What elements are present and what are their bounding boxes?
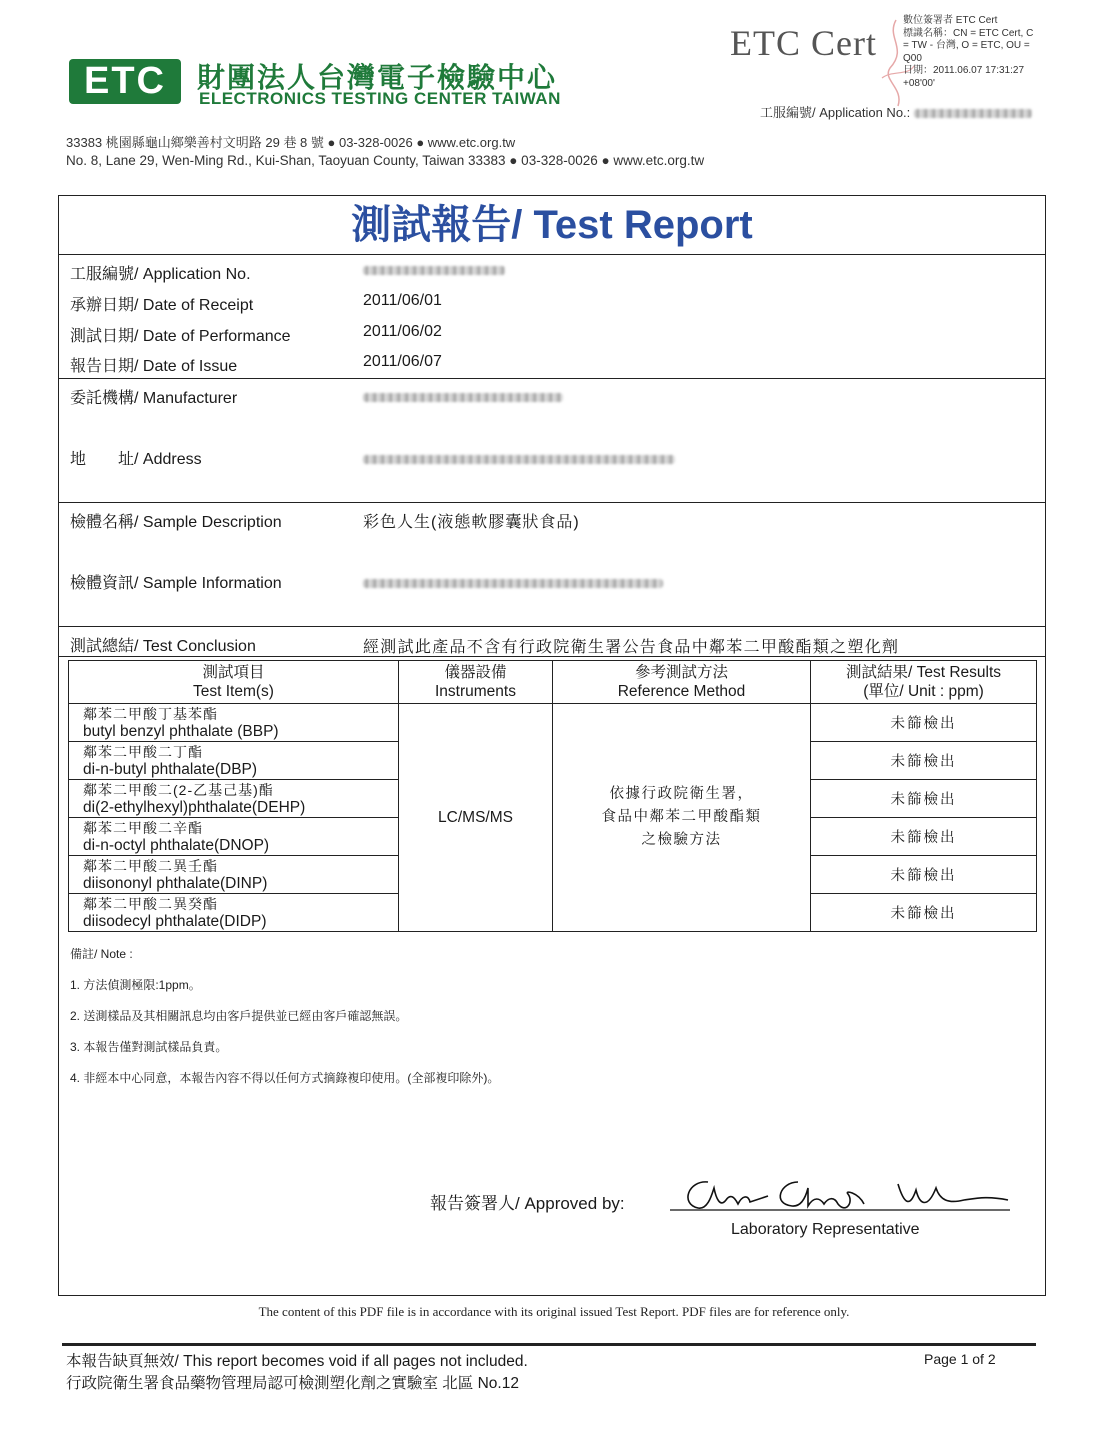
header-cn: 測試結果/ Test Results bbox=[845, 664, 1002, 681]
test-item bbox=[69, 742, 399, 780]
divider bbox=[58, 378, 1046, 379]
org-name-cn: 財團法人台灣電子檢驗中心 bbox=[197, 61, 558, 94]
date-of-issue-label: 報告日期/ Date of Issue bbox=[70, 358, 238, 375]
sample-description-label: 檢體名稱/ Sample Description bbox=[70, 514, 282, 531]
item-cn: 鄰苯二甲酸二異壬酯 bbox=[83, 857, 218, 874]
laboratory-representative: Laboratory Representative bbox=[731, 1221, 920, 1238]
item-en: di(2-ethylhexyl)phthalate(DEHP) bbox=[83, 798, 306, 816]
header-test-items bbox=[69, 661, 399, 704]
header-reference-method bbox=[553, 661, 811, 704]
item-en: di-n-octyl phthalate(DNOP) bbox=[83, 836, 270, 854]
handwritten-signature bbox=[668, 1174, 1013, 1216]
note-item: 4. 非經本中心同意，本報告內容不得以任何方式摘錄複印使用。(全部複印除外)。 bbox=[70, 1071, 500, 1085]
pdf-note: The content of this PDF file is in accordance with its original issued Test Report. PDF files are for reference only. bbox=[258, 1304, 850, 1319]
method-line: 依據行政院衛生署， bbox=[609, 786, 754, 802]
test-item bbox=[69, 780, 399, 818]
void-note: 本報告缺頁無效/ This report becomes void if all pages not included. bbox=[66, 1353, 528, 1370]
address-cn: 33383 桃園縣龜山鄉樂善村文明路 29 巷 8 號 ● 03-328-0026 ● www.etc.org.tw bbox=[66, 135, 516, 150]
result-cell: 未篩檢出 bbox=[811, 856, 1037, 894]
date-of-performance-label: 測試日期/ Date of Performance bbox=[70, 328, 291, 345]
divider bbox=[58, 626, 1046, 627]
test-item bbox=[69, 894, 399, 932]
date-of-performance-value: 2011/06/02 bbox=[363, 323, 442, 340]
test-conclusion-label: 測試總結/ Test Conclusion bbox=[70, 638, 256, 655]
application-no-value bbox=[363, 262, 505, 280]
result-cell: 未篩檢出 bbox=[811, 818, 1037, 856]
signature-line: 標識名稱：CN = ETC Cert, C bbox=[903, 27, 1034, 39]
divider bbox=[58, 656, 1046, 657]
divider bbox=[58, 502, 1046, 503]
instrument-cell: LC/MS/MS bbox=[399, 704, 553, 932]
header-en: Instruments bbox=[435, 683, 516, 700]
date-of-receipt-label: 承辦日期/ Date of Receipt bbox=[70, 297, 254, 314]
item-cn: 鄰苯二甲酸二(2-乙基己基)酯 bbox=[83, 781, 274, 798]
digital-signature-info bbox=[903, 15, 1073, 90]
header-en: Reference Method bbox=[617, 683, 746, 700]
manufacturer-label: 委託機構/ Manufacturer bbox=[70, 390, 238, 407]
report-title: 測試報告/ Test Report bbox=[58, 195, 1046, 255]
header-cn: 參考測試方法 bbox=[634, 664, 728, 681]
address-label: 地 址/ Address bbox=[70, 451, 202, 468]
item-cn: 鄰苯二甲酸二異癸酯 bbox=[83, 895, 218, 912]
header-test-results bbox=[811, 661, 1037, 704]
page-number: Page 1 of 2 bbox=[924, 1351, 996, 1367]
signature-line: = TW - 台灣, O = ETC, OU = bbox=[903, 40, 1030, 51]
item-cn: 鄰苯二甲酸二辛酯 bbox=[83, 819, 203, 836]
date-of-issue-value: 2011/06/07 bbox=[363, 353, 442, 370]
test-results-table bbox=[68, 660, 1037, 932]
application-no-top-label: 工服編號/ Application No.: bbox=[760, 105, 911, 120]
test-item bbox=[69, 704, 399, 742]
note-item: 2. 送測樣品及其相關訊息均由客戶提供並已經由客戶確認無誤。 bbox=[70, 1009, 408, 1023]
header-instruments bbox=[399, 661, 553, 704]
manufacturer-value bbox=[363, 389, 563, 407]
table-header-row bbox=[69, 661, 1037, 704]
lab-accreditation: 行政院衛生署食品藥物管理局認可檢測塑化劑之實驗室 北區 No.12 bbox=[66, 1375, 519, 1392]
result-cell: 未篩檢出 bbox=[811, 894, 1037, 932]
header-cn: 儀器設備 bbox=[444, 664, 507, 681]
sample-description-value: 彩色人生(液態軟膠囊狀食品) bbox=[363, 514, 580, 531]
note-item: 1. 方法偵測極限:1ppm。 bbox=[70, 978, 201, 992]
org-name-en: ELECTRONICS TESTING CENTER TAIWAN bbox=[199, 89, 561, 108]
header-cn: 測試項目 bbox=[202, 664, 265, 681]
notes-title: 備註/ Note : bbox=[70, 947, 133, 961]
footer-divider bbox=[62, 1343, 1036, 1346]
signature-line: 日期：2011.06.07 17:31:27 bbox=[903, 65, 1025, 76]
address-en: No. 8, Lane 29, Wen-Ming Rd., Kui-Shan, Taoyuan County, Taiwan 33383 ● 03-328-0026 ● www.etc.org.tw bbox=[66, 153, 705, 168]
test-conclusion-value: 經測試此產品不含有行政院衛生署公告食品中鄰苯二甲酸酯類之塑化劑 bbox=[363, 639, 900, 656]
item-en: butyl benzyl phthalate (BBP) bbox=[83, 722, 279, 740]
header-en: Test Item(s) bbox=[193, 683, 274, 700]
redacted-value bbox=[914, 109, 1032, 118]
test-item bbox=[69, 818, 399, 856]
signature-line: Q00 bbox=[903, 52, 922, 64]
result-cell: 未篩檢出 bbox=[811, 780, 1037, 818]
etc-cert-title: ETC Cert bbox=[730, 23, 877, 63]
sample-information-label: 檢體資訊/ Sample Information bbox=[70, 575, 282, 592]
method-cell bbox=[553, 704, 811, 932]
method-line: 之檢驗方法 bbox=[641, 832, 722, 848]
note-item: 3. 本報告僅對測試樣品負責。 bbox=[70, 1040, 228, 1054]
application-no-label: 工服編號/ Application No. bbox=[70, 266, 251, 283]
signature-line: 數位簽署者 ETC Cert bbox=[903, 15, 998, 26]
item-cn: 鄰苯二甲酸丁基苯酯 bbox=[83, 705, 218, 722]
result-cell: 未篩檢出 bbox=[811, 704, 1037, 742]
result-cell: 未篩檢出 bbox=[811, 742, 1037, 780]
item-en: diisodecyl phthalate(DIDP) bbox=[83, 912, 267, 930]
date-of-receipt-value: 2011/06/01 bbox=[363, 292, 442, 309]
test-item bbox=[69, 856, 399, 894]
table-row bbox=[69, 704, 1037, 742]
signature-line: +08'00' bbox=[903, 77, 935, 89]
sample-information-value bbox=[363, 575, 663, 593]
address-value bbox=[363, 451, 675, 469]
item-en: di-n-butyl phthalate(DBP) bbox=[83, 760, 258, 778]
approved-by-label: 報告簽署人/ Approved by: bbox=[430, 1194, 625, 1213]
method-line: 食品中鄰苯二甲酸酯類 bbox=[601, 809, 762, 825]
header-en: (單位/ Unit : ppm) bbox=[863, 683, 984, 700]
application-no-top bbox=[760, 102, 1032, 121]
item-cn: 鄰苯二甲酸二丁酯 bbox=[83, 743, 203, 760]
etc-logo: ETC bbox=[69, 59, 181, 104]
item-en: diisononyl phthalate(DINP) bbox=[83, 874, 268, 892]
